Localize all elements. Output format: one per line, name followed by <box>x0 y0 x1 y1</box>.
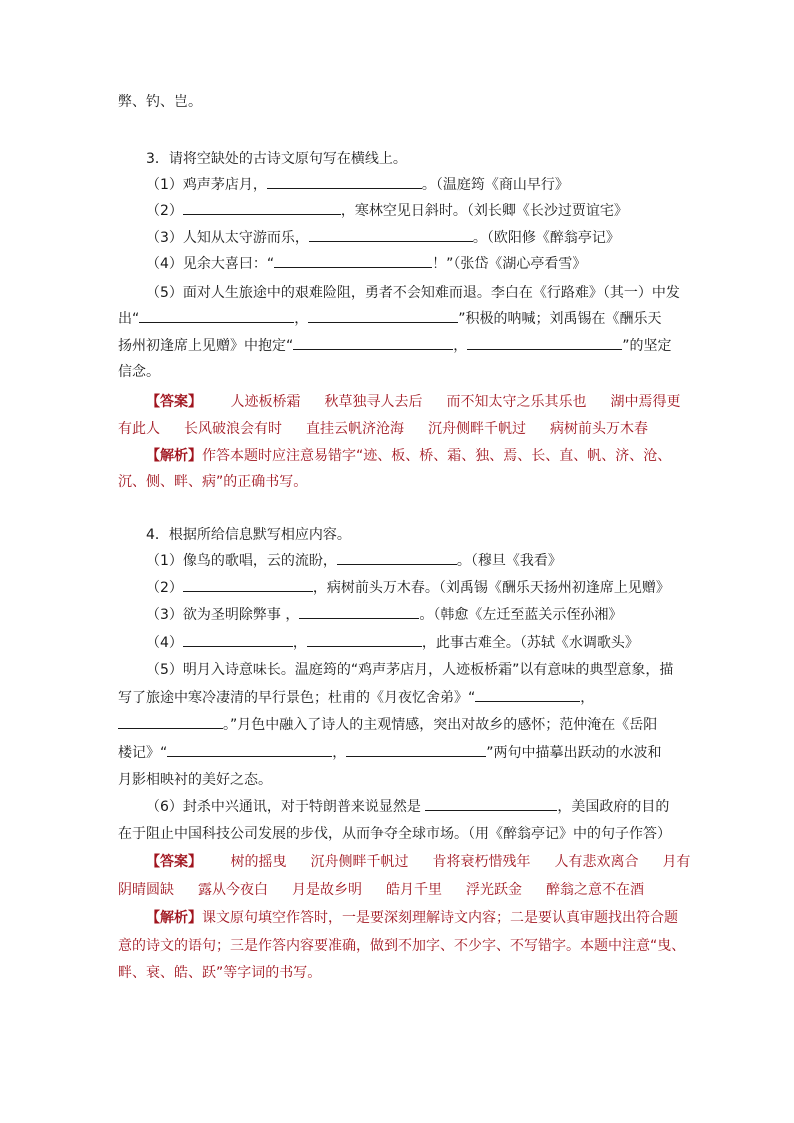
answer-blank[interactable] <box>183 578 313 592</box>
answer-item: 树的摇曳 <box>230 854 287 870</box>
answer-item: 沉舟侧畔千帆过 <box>428 421 526 437</box>
answer-item: 人迹板桥霜 <box>230 394 301 410</box>
answer-item: 皓月千里 <box>386 882 442 898</box>
q4-item-3: （3）欲为圣明除弊事 ， 。（韩愈《左迁至蓝关示侄孙湘》 <box>146 607 623 623</box>
continued-text: 弊、钓、岂。 <box>118 94 202 110</box>
answer-blank[interactable] <box>307 633 422 647</box>
answer-blank[interactable] <box>425 797 557 811</box>
answer-item: 阴晴圆缺 <box>118 882 174 898</box>
answer-item: 月有 <box>662 854 691 870</box>
answer-item: 人有悲欢离合 <box>554 854 639 870</box>
q3-item-5-cont: 出“ ， ”积极的呐喊；刘禹锡在《酬乐天 <box>118 311 662 327</box>
q4-item-1: （1）像鸟的歌唱，云的流盼， 。（穆旦《我看》 <box>146 553 562 569</box>
answer-item: 秋草独寻人去后 <box>324 394 423 410</box>
answer-blank[interactable] <box>167 743 332 757</box>
q3-item-5-cont2: 扬州初逢席上见赠》中抱定“ ， ”的坚定 <box>118 338 672 354</box>
answer-item: 露从今夜白 <box>198 882 268 898</box>
answer-blank[interactable] <box>475 688 580 702</box>
q3-item-4: （4）见余大喜曰：“ ！”（张岱《湖心亭看雪》 <box>146 256 587 272</box>
answer-blank[interactable] <box>337 551 457 565</box>
answer-blank[interactable] <box>299 605 419 619</box>
question-3-title: 3．请将空缺处的古诗文原句写在横线上。 <box>146 151 407 167</box>
answer-blank[interactable] <box>118 715 223 729</box>
answer-blank[interactable] <box>267 175 422 189</box>
q4-item-6-cont: 在于阻止中国科技公司发展的步伐，从而争夺全球市场。（用《醉翁亭记》中的句子作答） <box>118 826 671 842</box>
q3-item-3: （3）人知从太守游而乐， 。（欧阳修《醉翁亭记》 <box>146 230 620 246</box>
q3-item-2: （2） ，寒林空见日斜时。（刘长卿《长沙过贾谊宅》 <box>146 203 628 219</box>
answer-item: 病树前头万木春 <box>550 421 648 437</box>
answer-blank[interactable] <box>139 309 294 323</box>
answer-item: 湖中焉得更 <box>610 394 681 410</box>
q3-item-1: （1）鸡声茅店月， 。（温庭筠《商山早行》 <box>146 177 569 193</box>
question-4-title: 4．根据所给信息默写相应内容。 <box>146 527 351 543</box>
answer-item: 有此人 <box>118 421 160 437</box>
q3-item-5-cont3: 信念。 <box>118 364 160 380</box>
q4-answer-line-1 <box>146 852 716 872</box>
q4-item-5-cont4: 月影相映衬的美好之态。 <box>118 772 272 788</box>
answer-blank[interactable] <box>309 228 473 242</box>
answer-blank[interactable] <box>467 336 622 350</box>
answer-blank[interactable] <box>308 309 458 323</box>
q3-answer-line-1 <box>146 392 716 412</box>
answer-item: 肯将衰朽惜残年 <box>432 854 531 870</box>
q4-item-4: （4） ， ，此事古难全。（苏轼《水调歌头》 <box>146 635 639 651</box>
analysis-tag: 【解析】 <box>146 448 202 464</box>
answer-blank[interactable] <box>183 201 341 215</box>
answer-blank[interactable] <box>293 336 453 350</box>
q3-analysis-line-1: 【解析】作答本题时应注意易错字“迹、板、桥、霜、独、焉、长、直、帆、济、沧、 <box>146 448 672 464</box>
answer-blank[interactable] <box>346 743 486 757</box>
q4-analysis-line-1: 【解析】课文原句填空作答时，一是要深刻理解诗文内容；二是要认真审题找出符合题 <box>146 910 678 926</box>
answer-item: 沉舟侧畔千帆过 <box>310 854 409 870</box>
answer-blank[interactable] <box>274 254 432 268</box>
q4-item-5: （5）明月入诗意味长。温庭筠的“鸡声茅店月，人迹板桥霜”以有意味的典型意象，描 <box>146 662 674 678</box>
q3-analysis-line-2: 沉、侧、畔、病”的正确书写。 <box>118 474 308 490</box>
answer-tag: 【答案】 <box>146 854 202 870</box>
answer-item: 浮光跃金 <box>466 882 522 898</box>
answer-item: 月是故乡明 <box>292 882 362 898</box>
answer-tag: 【答案】 <box>146 394 202 410</box>
answer-item: 长风破浪会有时 <box>184 421 282 437</box>
q3-answer-line-2 <box>118 419 688 439</box>
q4-analysis-line-3: 畔、衰、皓、跃”等字词的书写。 <box>118 965 322 981</box>
q4-analysis-line-2: 意的诗文的语句；三是作答内容要准确，做到不加字、不少字、不写错字。本题中注意“曳、 <box>118 938 686 954</box>
q4-item-5-cont: 写了旅途中寒冷凄清的早行景色；杜甫的《月夜忆舍弟》“ ， <box>118 690 595 706</box>
q4-item-5-cont3: 楼记》“ ， ”两句中描摹出跃动的水波和 <box>118 745 662 761</box>
analysis-tag: 【解析】 <box>146 910 202 926</box>
answer-item: 醉翁之意不在酒 <box>546 882 644 898</box>
q4-item-2: （2） ，病树前头万木春。（刘禹锡《酬乐天扬州初逢席上见赠》 <box>146 580 670 596</box>
q4-item-5-cont2: 。”月色中融入了诗人的主观情感，突出对故乡的感怀；范仲淹在《岳阳 <box>118 715 688 735</box>
q4-item-6: （6）封杀中兴通讯，对于特朗普来说显然是 ，美国政府的目的 <box>146 799 670 815</box>
q3-item-5: （5）面对人生旅途中的艰难险阻，勇者不会知难而退。李白在《行路难》（其一）中发 <box>146 285 680 301</box>
answer-item: 而不知太守之乐其乐也 <box>446 394 587 410</box>
q4-answer-line-2 <box>118 880 688 900</box>
answer-item: 直挂云帆济沧海 <box>306 421 404 437</box>
answer-blank[interactable] <box>183 633 293 647</box>
